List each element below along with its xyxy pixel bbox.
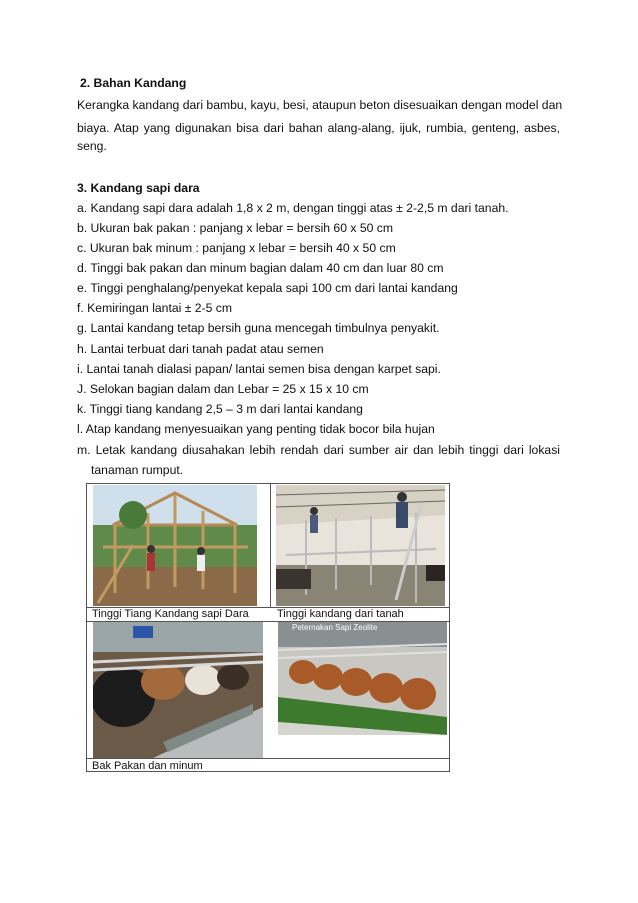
section-3-heading: 3. Kandang sapi dara xyxy=(77,181,200,195)
caption-pillar-height: Tinggi Tiang Kandang sapi Dara xyxy=(92,608,249,620)
list-item-l: l. Atap kandang menyesuaikan yang penting tidak bocor bila hujan xyxy=(77,422,435,436)
photo-cattle-row xyxy=(278,622,447,735)
list-item-j: J. Selokan bagian dalam dan Lebar = 25 x 15 x 10 cm xyxy=(77,382,369,396)
list-item-g: g. Lantai kandang tetap bersih guna mencegah timbulnya penyakit. xyxy=(77,321,440,335)
table-divider xyxy=(270,483,271,608)
list-item-m-line-1: m. Letak kandang diusahakan lebih rendah dari sumber air dan lebih tinggi dari lokasi xyxy=(77,443,560,457)
section-2-text-line-2: biaya. Atap yang digunakan bisa dari bahan alang-alang, ijuk, rumbia, genteng, asbes, xyxy=(77,121,560,135)
list-item-k: k. Tinggi tiang kandang 2,5 – 3 m dari lantai kandang xyxy=(77,402,363,416)
table-divider xyxy=(86,758,450,759)
photo-watermark: Peternakan Sapi Zeolite xyxy=(292,623,378,632)
list-item-a: a. Kandang sapi dara adalah 1,8 x 2 m, dengan tinggi atas ± 2-2,5 m dari tanah. xyxy=(77,201,509,215)
list-item-m-line-2: tanaman rumput. xyxy=(91,463,184,477)
list-item-d: d. Tinggi bak pakan dan minum bagian dalam 40 cm dan luar 80 cm xyxy=(77,261,444,275)
list-item-e: e. Tinggi penghalang/penyekat kepala sapi 100 cm dari lantai kandang xyxy=(77,281,458,295)
caption-feed-water-trough: Bak Pakan dan minum xyxy=(92,760,203,772)
photo-barn-interior xyxy=(276,485,445,606)
list-item-f: f. Kemiringan lantai ± 2-5 cm xyxy=(77,301,233,315)
section-2-heading: 2. Bahan Kandang xyxy=(80,76,187,90)
caption-barn-height: Tinggi kandang dari tanah xyxy=(277,608,404,620)
list-item-i: i. Lantai tanah dialasi papan/ lantai semen bisa dengan karpet sapi. xyxy=(77,362,441,376)
list-item-b: b. Ukuran bak pakan : panjang x lebar = bersih 60 x 50 cm xyxy=(77,221,394,235)
section-2-text-line-3: seng. xyxy=(77,139,107,153)
list-item-c: c. Ukuran bak minum : panjang x lebar = bersih 40 x 50 cm xyxy=(77,241,396,255)
photo-feed-trough xyxy=(93,622,263,758)
section-2-text-line-1: Kerangka kandang dari bambu, kayu, besi, ataupun beton disesuaikan dengan model dan xyxy=(77,98,563,112)
photo-barn-frame xyxy=(93,485,257,606)
list-item-h: h. Lantai terbuat dari tanah padat atau semen xyxy=(77,342,324,356)
